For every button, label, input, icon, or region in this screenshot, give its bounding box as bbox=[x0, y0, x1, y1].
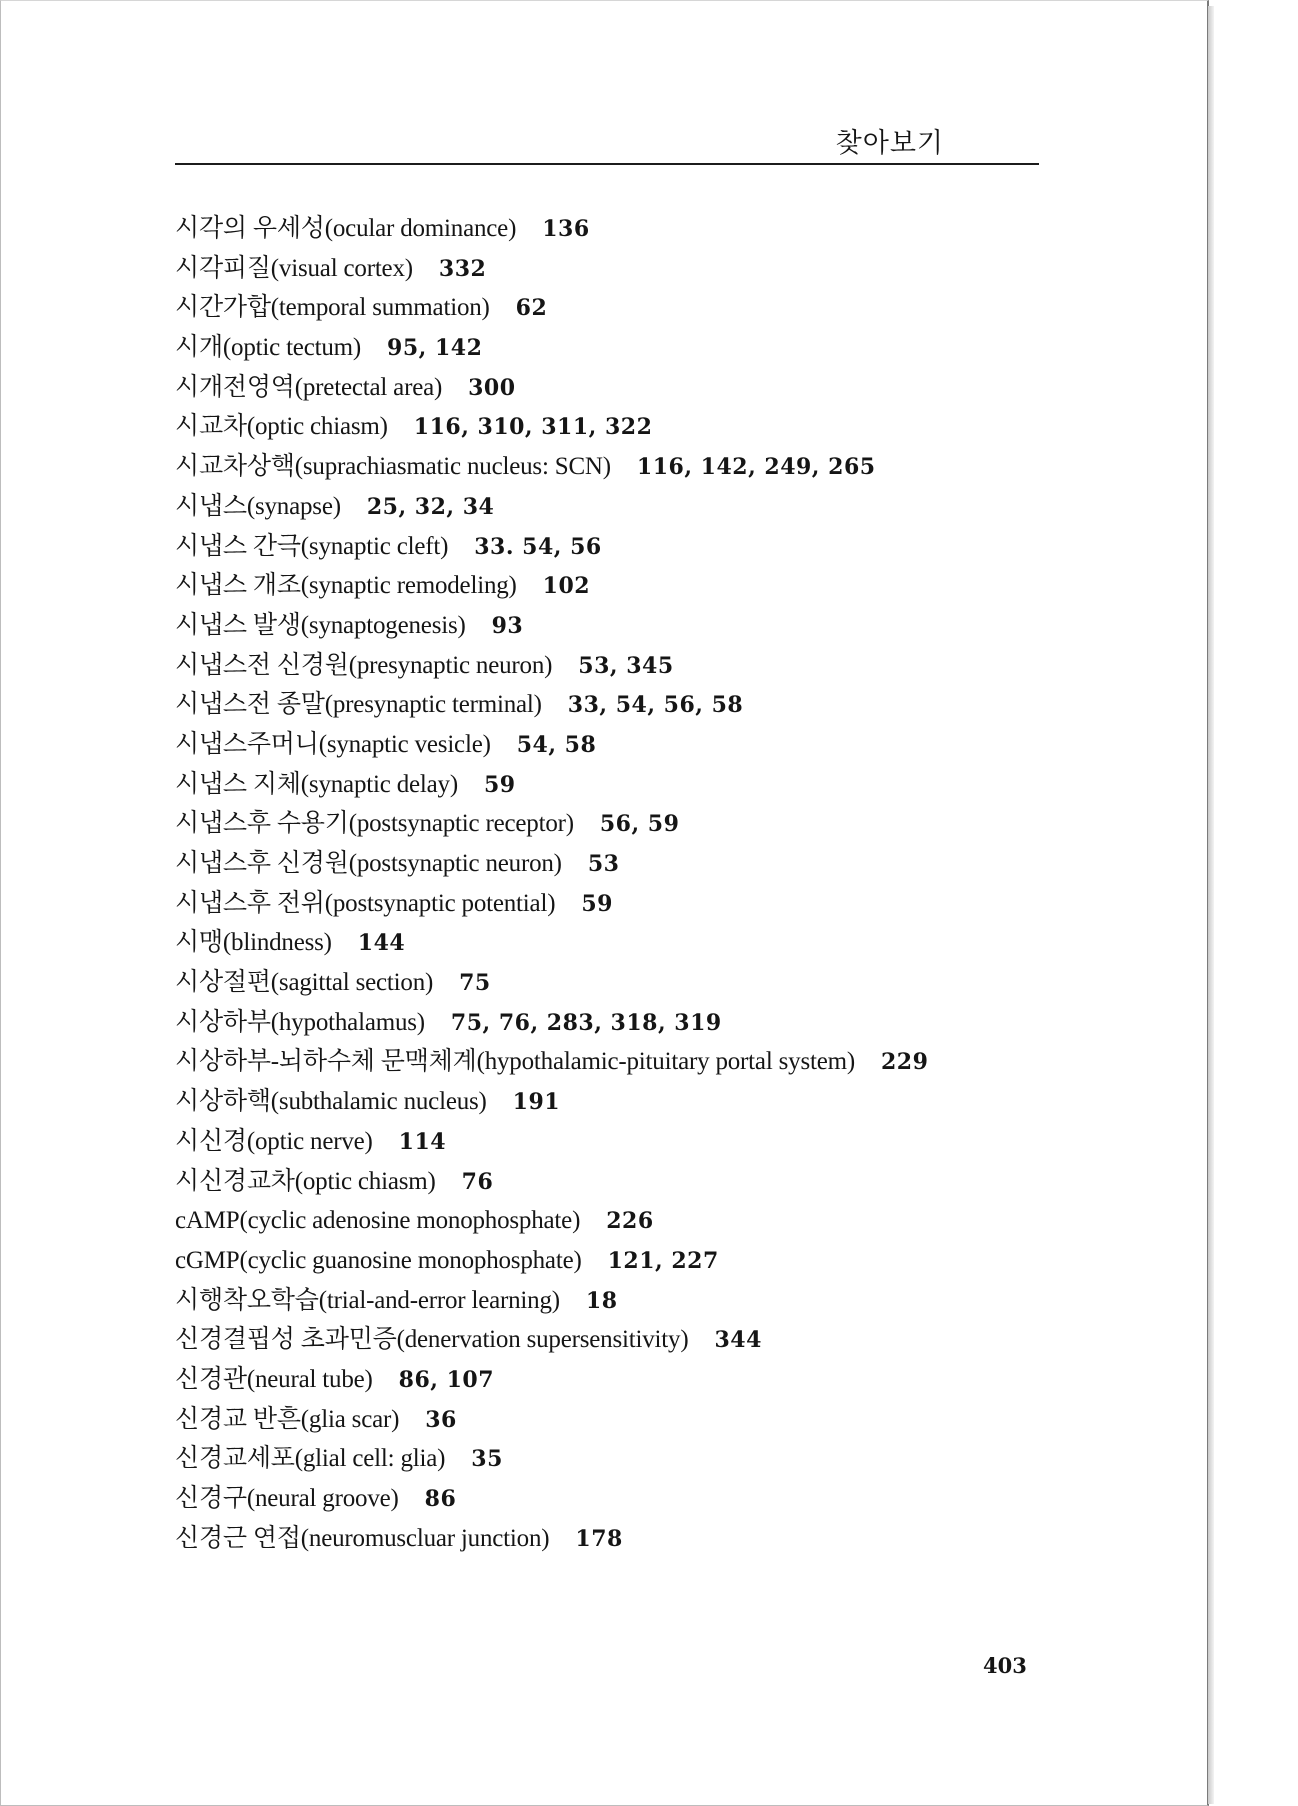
index-term: 시각의 우세성(ocular dominance) bbox=[175, 215, 517, 242]
index-page-refs: 191 bbox=[512, 1089, 561, 1116]
index-page-refs: 86 bbox=[424, 1486, 457, 1512]
index-entry bbox=[175, 368, 1075, 408]
index-term: 시간가합(temporal summation) bbox=[175, 294, 490, 322]
index-term: 시개전영역(pretectal area) bbox=[175, 373, 443, 401]
index-term: 시냅스 발생(synaptogenesis) bbox=[175, 611, 466, 639]
index-term: 시냅스전 종말(presynaptic terminal) bbox=[175, 691, 542, 719]
index-page-refs: 18 bbox=[585, 1287, 618, 1314]
index-term: 시상절편(sagittal section) bbox=[175, 969, 434, 997]
index-page-refs: 59 bbox=[483, 771, 516, 798]
index-page-refs: 62 bbox=[515, 295, 548, 322]
index-entry bbox=[175, 527, 1075, 567]
index-term: 시교차상핵(suprachiasmatic nucleus: SCN) bbox=[175, 453, 611, 481]
index-entry-list bbox=[175, 209, 1075, 1558]
index-term: 시맹(blindness) bbox=[175, 929, 332, 957]
index-entry bbox=[175, 884, 1075, 924]
index-page-refs: 300 bbox=[468, 374, 516, 401]
index-entry bbox=[175, 1042, 1075, 1082]
index-term: 시신경교차(optic chiasm) bbox=[175, 1167, 436, 1195]
index-term: 신경관(neural tube) bbox=[175, 1365, 373, 1393]
index-entry bbox=[175, 1320, 1075, 1360]
index-term: 시교차(optic chiasm) bbox=[175, 413, 388, 441]
index-entry bbox=[175, 1201, 1075, 1241]
index-term: 시냅스(synapse) bbox=[175, 492, 341, 520]
index-term: 시냅스 개조(synaptic remodeling) bbox=[175, 572, 517, 600]
index-page-refs: 33, 54, 56, 58 bbox=[567, 692, 744, 719]
index-entry bbox=[175, 606, 1075, 646]
index-entry bbox=[175, 1122, 1075, 1162]
index-entry bbox=[175, 328, 1075, 368]
index-entry bbox=[175, 844, 1075, 884]
index-page-refs: 76 bbox=[461, 1168, 494, 1195]
index-entry bbox=[175, 685, 1075, 725]
index-term: 시신경(optic nerve) bbox=[175, 1127, 373, 1155]
index-entry bbox=[175, 1162, 1075, 1202]
index-page-refs: 25, 32, 34 bbox=[366, 493, 495, 520]
index-term: 시냅스전 신경원(presynaptic neuron) bbox=[175, 651, 553, 679]
index-entry bbox=[175, 1003, 1075, 1043]
index-entry bbox=[175, 209, 1075, 249]
index-page-refs: 33. 54, 56 bbox=[474, 533, 602, 560]
index-term: 신경교세포(glial cell: glia) bbox=[175, 1445, 446, 1473]
index-entry bbox=[175, 407, 1075, 447]
page-number: 403 bbox=[983, 1653, 1027, 1678]
index-entry bbox=[175, 725, 1075, 765]
index-page-refs: 116, 142, 249, 265 bbox=[636, 454, 876, 481]
index-page-refs: 53, 345 bbox=[578, 652, 674, 679]
index-page-refs: 226 bbox=[606, 1208, 654, 1235]
index-entry bbox=[175, 1281, 1075, 1321]
index-entry bbox=[175, 804, 1075, 844]
header-rule bbox=[175, 163, 1039, 165]
index-entry bbox=[175, 1519, 1075, 1559]
index-page-refs: 332 bbox=[438, 255, 487, 282]
index-term: cAMP(cyclic adenosine monophosphate) bbox=[175, 1207, 581, 1235]
index-term: 시상하핵(subthalamic nucleus) bbox=[175, 1088, 487, 1116]
index-term: 신경교 반흔(glia scar) bbox=[175, 1405, 400, 1433]
index-entry bbox=[175, 923, 1075, 963]
index-term: cGMP(cyclic guanosine monophosphate) bbox=[175, 1246, 582, 1274]
index-entry bbox=[175, 1439, 1075, 1479]
index-term: 시각피질(visual cortex) bbox=[175, 254, 413, 282]
index-term: 시개(optic tectum) bbox=[175, 334, 362, 362]
index-page-refs: 36 bbox=[425, 1406, 457, 1433]
index-page-refs: 53 bbox=[587, 851, 620, 877]
page-edge-shadow bbox=[1208, 6, 1214, 1804]
index-entry bbox=[175, 765, 1075, 805]
index-entry bbox=[175, 1360, 1075, 1400]
running-head: 찾아보기 bbox=[835, 128, 944, 159]
index-entry bbox=[175, 963, 1075, 1003]
index-page-refs: 178 bbox=[575, 1525, 623, 1552]
index-page-refs: 229 bbox=[881, 1049, 929, 1076]
index-entry bbox=[175, 249, 1075, 289]
index-page-refs: 102 bbox=[542, 573, 591, 600]
index-page-refs: 75, 76, 283, 318, 319 bbox=[450, 1009, 722, 1036]
index-entry bbox=[175, 288, 1075, 328]
index-term: 시행착오학습(trial-and-error learning) bbox=[175, 1286, 560, 1314]
index-page-refs: 116, 310, 311, 322 bbox=[413, 414, 653, 441]
index-entry bbox=[175, 646, 1075, 686]
index-page-refs: 54, 58 bbox=[516, 731, 597, 758]
index-page-refs: 344 bbox=[714, 1327, 762, 1354]
index-entry bbox=[175, 487, 1075, 527]
index-term: 시냅스후 수용기(postsynaptic receptor) bbox=[175, 810, 574, 838]
index-entry bbox=[175, 1479, 1075, 1519]
index-term: 시냅스 간극(synaptic cleft) bbox=[175, 532, 449, 560]
index-page-refs: 35 bbox=[471, 1446, 503, 1473]
index-term: 신경결핍성 초과민증(denervation supersensitivity) bbox=[175, 1326, 689, 1354]
index-page-refs: 144 bbox=[357, 930, 406, 957]
index-term: 시상하부-뇌하수체 문맥체계(hypothalamic-pituitary portal system) bbox=[175, 1048, 855, 1076]
index-page-refs: 95, 142 bbox=[387, 335, 483, 362]
index-page-refs: 75 bbox=[459, 970, 491, 997]
index-page-refs: 86, 107 bbox=[398, 1366, 495, 1393]
index-page-refs: 56, 59 bbox=[599, 811, 680, 838]
index-term: 시냅스 지체(synaptic delay) bbox=[175, 770, 458, 798]
index-entry bbox=[175, 566, 1075, 606]
index-term: 시냅스주머니(synaptic vesicle) bbox=[175, 730, 491, 758]
index-entry bbox=[175, 1400, 1075, 1440]
index-term: 시상하부(hypothalamus) bbox=[175, 1008, 425, 1036]
index-page-refs: 121, 227 bbox=[607, 1247, 719, 1274]
index-page-refs: 136 bbox=[542, 216, 590, 242]
index-entry bbox=[175, 1241, 1075, 1281]
index-entry bbox=[175, 1082, 1075, 1122]
index-page-refs: 59 bbox=[581, 890, 613, 917]
index-term: 시냅스후 신경원(postsynaptic neuron) bbox=[175, 850, 562, 877]
index-entry bbox=[175, 447, 1075, 487]
index-term: 신경근 연접(neuromuscluar junction) bbox=[175, 1524, 550, 1552]
index-term: 시냅스후 전위(postsynaptic potential) bbox=[175, 889, 556, 917]
index-page-refs: 114 bbox=[398, 1128, 447, 1155]
index-term: 신경구(neural groove) bbox=[175, 1485, 399, 1512]
index-page-refs: 93 bbox=[491, 612, 524, 639]
